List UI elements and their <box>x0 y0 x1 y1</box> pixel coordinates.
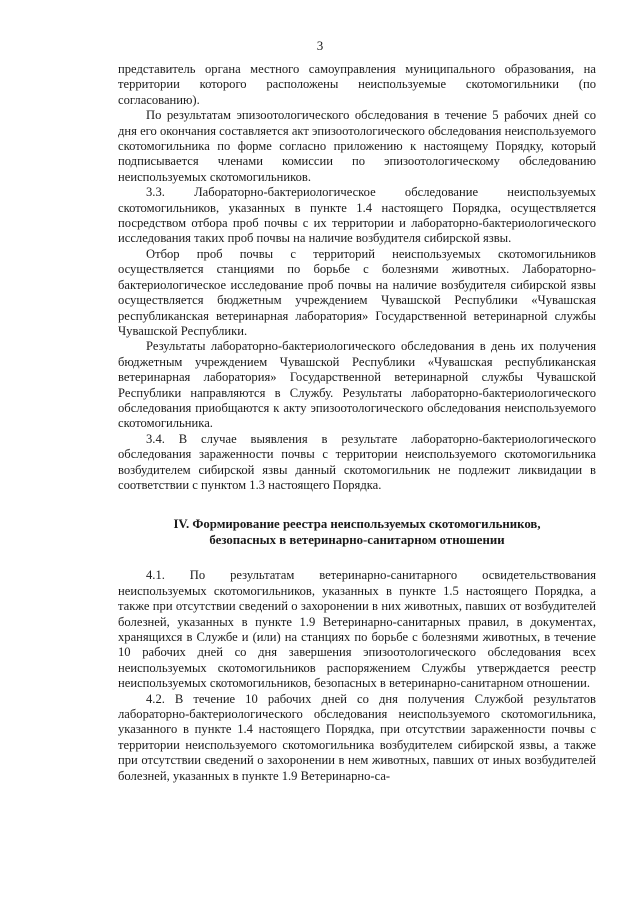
section-heading <box>118 516 596 548</box>
paragraph-3-4: 3.4. В случае выявления в результате лабораторно-бактериологического обследования зараженности почвы с территории неиспользуемого скотомогильника возбудителем сибирской язвы данный скотомогильник не подлежит ликвидации в соответствии с пунктом 1.3 настоящего Порядка. <box>118 431 596 492</box>
paragraph-4-1: 4.1. По результатам ветеринарно-санитарного освидетельствования неиспользуемых скотомогильников, указанных в пункте 1.5 настоящего Порядка, а также при отсутствии сведений о захоронении в них животных, павших от возбудителей болезней, указанных в пункте 1.9 Ветеринарно-санитарных правил, в документах, хранящихся в Службе и (или) на станциях по борьбе с болезнями животных, в течение 10 рабочих дней со дня завершения эпизоотологического обследования всех неиспользуемых скотомогильников распоряжением Службы утверждается реестр неиспользуемых скотомогильников, безопасных в ветеринарно-санитарном отношении. <box>118 568 596 691</box>
paragraph-3-3: 3.3. Лабораторно-бактериологическое обследование неиспользуемых скотомогильников, указанных в пункте 1.4 настоящего Порядка, осуществляется посредством отбора проб почвы с их территории и лабораторно-бактериологического исследования таких проб почвы на наличие возбудителя сибирской язвы. <box>118 185 596 246</box>
document-body <box>118 62 596 784</box>
section-heading-line-2: безопасных в ветеринарно-санитарном отношении <box>209 533 505 548</box>
paragraph-lab-results: Результаты лабораторно-бактериологического обследования в день их получения бюджетным учреждением Чувашской Республики «Чувашская республиканская ветеринарная лаборатория» Государственной ветеринарной службы Чувашской Республики направляются в Службу. Результаты лабораторно-бактериологического обследования приобщаются к акту эпизоотологического обследования неиспользуемого скотомогильника. <box>118 339 596 431</box>
section-heading-line-1: IV. Формирование реестра неиспользуемых скотомогильников, <box>173 517 541 532</box>
paragraph-continuation: представитель органа местного самоуправления муниципального образования, на территории которого расположены неиспользуемые скотомогильники (по согласованию). <box>118 62 596 107</box>
paragraph-soil-sampling: Отбор проб почвы с территорий неиспользуемых скотомогильников осуществляется станциями по борьбе с болезнями животных. Лабораторно-бактериологическое исследование проб почвы на наличие возбудителя сибирской язвы осуществляется бюджетным учреждением Чувашской Республики «Чувашская республиканская ветеринарная лаборатория» Государственной ветеринарной службы Чувашской Республики. <box>118 246 596 338</box>
paragraph-act-of-inspection: По результатам эпизоотологического обследования в течение 5 рабочих дней со дня его окончания составляется акт эпизоотологического обследования неиспользуемого скотомогильника по форме согласно приложению к настоящему Порядку, который подписывается членами комиссии по эпизоотологическому обследованию неиспользуемых скотомогильников. <box>118 108 596 184</box>
paragraph-4-2: 4.2. В течение 10 рабочих дней со дня получения Службой результатов лабораторно-бактериологического обследования неиспользуемого скотомогильника, указанного в пункте 1.4 настоящего Порядка, при отсутствии зараженности почвы с территории неиспользуемого скотомогильника возбудителем сибирской язвы, а также при отсутствии сведений о захоронении в нем животных, павших от иных возбудителей болезней, указанных в пункте 1.9 Ветеринарно-са- <box>118 691 596 783</box>
page-number: 3 <box>316 38 324 53</box>
